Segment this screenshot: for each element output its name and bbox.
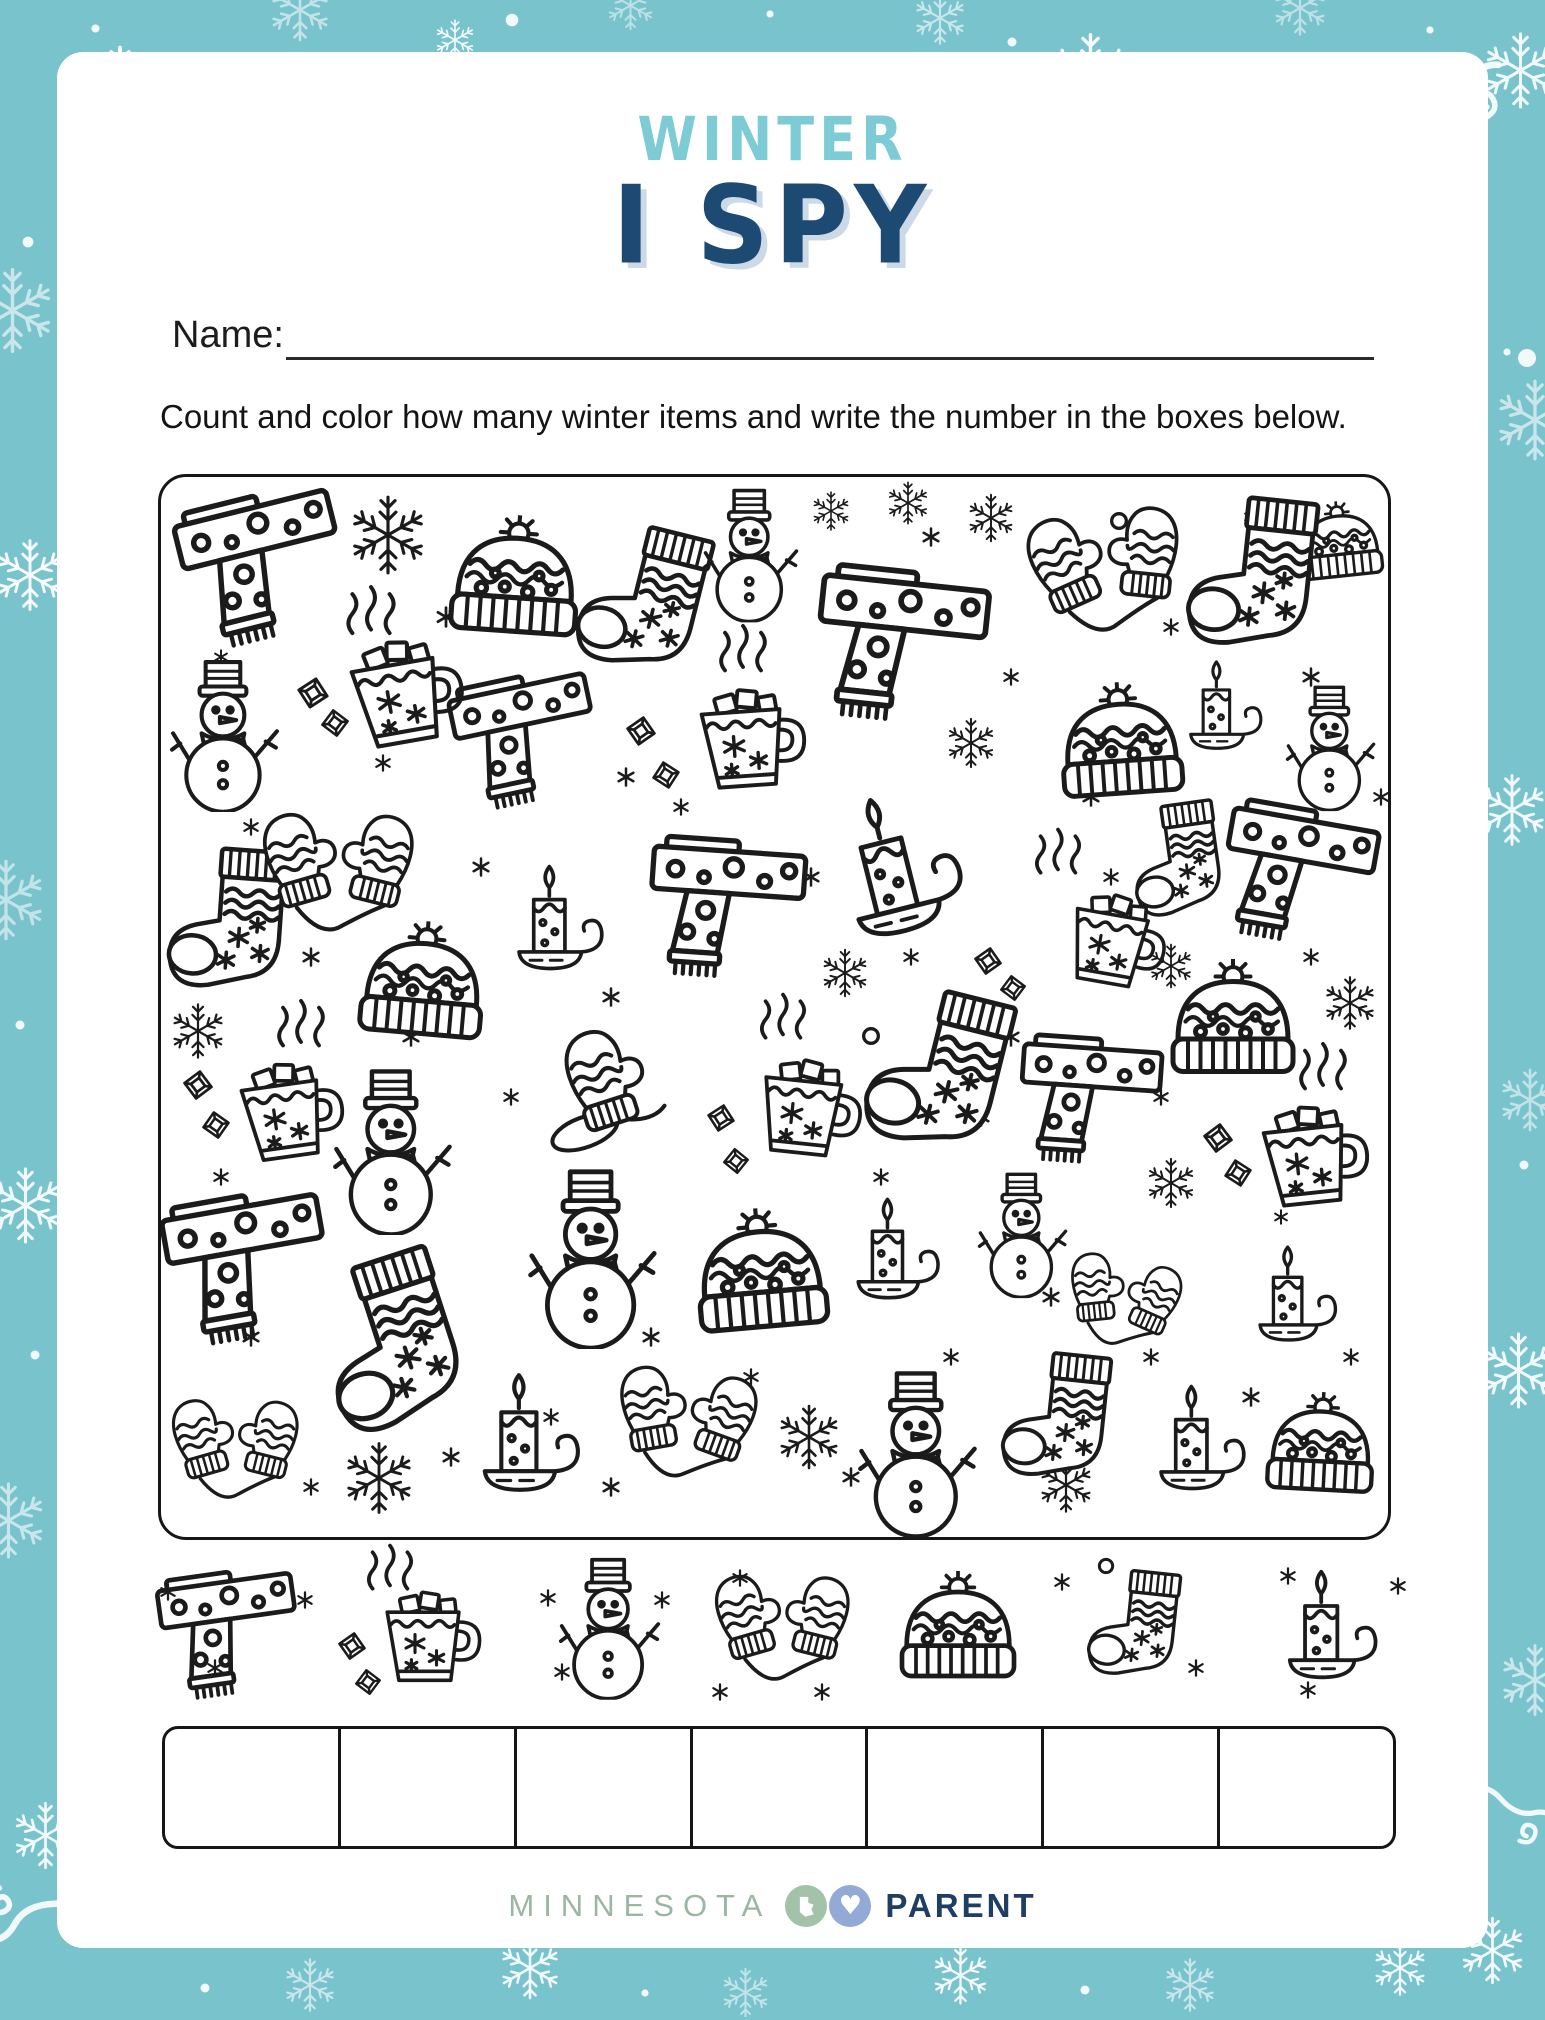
- scarf-doodle-icon: [638, 825, 813, 988]
- snowflake-doodle-icon: [1269, 0, 1331, 39]
- marshmallow-doodle-icon: [971, 944, 1006, 979]
- snowflake-doodle-icon: [0, 855, 51, 945]
- mittenpair-doodle-icon: [594, 1352, 778, 1495]
- marshmallow-doodle-icon: [335, 1629, 370, 1664]
- answer-cell-4[interactable]: [693, 1729, 869, 1846]
- candle-doodle-icon: [460, 1370, 586, 1506]
- dot-doodle-icon: [200, 1983, 210, 1993]
- miniflake-doodle-icon: [672, 798, 690, 816]
- snowman-doodle-icon: [558, 1556, 662, 1700]
- marshmallow-doodle-icon: [1200, 1120, 1236, 1156]
- sock-doodle-icon: [988, 1343, 1133, 1492]
- snowflake-doodle-icon: [1160, 1955, 1220, 2015]
- hat-doodle-icon: [1158, 959, 1308, 1087]
- mug-doodle-icon: [1049, 883, 1177, 1004]
- steam-doodle-icon: [713, 619, 773, 688]
- sock-doodle-icon: [1076, 1563, 1199, 1689]
- miniflake-doodle-icon: [553, 1663, 571, 1681]
- dot-doodle-icon: [1503, 348, 1511, 356]
- candle-doodle-icon: [1172, 658, 1267, 761]
- snowflake-doodle-icon: [773, 1401, 845, 1473]
- snowflake-doodle-icon: [167, 1000, 229, 1062]
- miniflake-doodle-icon: [1279, 1567, 1297, 1585]
- dot-doodle-icon: [1519, 1160, 1529, 1170]
- miniflake-doodle-icon: [1299, 1681, 1317, 1699]
- snowflake-doodle-icon: [0, 1478, 51, 1563]
- snowman-doodle-icon: [1285, 684, 1377, 811]
- answer-cell-1[interactable]: [165, 1729, 341, 1846]
- miniflake-doodle-icon: [471, 857, 491, 877]
- dot-doodle-icon: [1007, 37, 1017, 47]
- miniflake-doodle-icon: [921, 527, 941, 547]
- minnesota-parent-logo: [0, 1882, 1545, 1930]
- hat-doodle-icon: [676, 1201, 845, 1349]
- miniflake-doodle-icon: [711, 1683, 729, 1701]
- snowman-doodle-icon: [702, 487, 800, 622]
- snowflake-doodle-icon: [884, 479, 932, 527]
- dot-doodle-icon: [1426, 26, 1434, 34]
- candle-doodle-icon: [1240, 1243, 1342, 1353]
- marshmallow-doodle-icon: [180, 1067, 216, 1103]
- miniflake-doodle-icon: [1389, 1577, 1407, 1595]
- miniflake-doodle-icon: [1053, 1573, 1071, 1591]
- miniflake-doodle-icon: [942, 1348, 960, 1366]
- steam-doodle-icon: [754, 988, 812, 1054]
- logo-word-parent: PARENT: [885, 1887, 1036, 1925]
- mittenstring-doodle-icon: [512, 1011, 695, 1158]
- answer-cell-5[interactable]: [868, 1729, 1044, 1846]
- candle-doodle-icon: [1267, 1567, 1383, 1693]
- candle-doodle-icon: [837, 1195, 945, 1312]
- title-winter: WINTER: [0, 104, 1545, 175]
- heart-icon: ♥: [829, 1885, 871, 1927]
- miniflake-doodle-icon: [902, 948, 920, 966]
- miniflake-doodle-icon: [296, 1591, 314, 1609]
- dot-doodle-icon: [505, 13, 519, 27]
- miniflake-doodle-icon: [872, 1168, 890, 1186]
- miniflake-doodle-icon: [159, 1583, 177, 1601]
- snowflake-doodle-icon: [809, 489, 853, 533]
- snowflake-doodle-icon: [280, 1955, 340, 2015]
- dot-doodle-icon: [91, 24, 100, 33]
- mittenpair-doodle-icon: [1045, 1239, 1201, 1364]
- snowflake-doodle-icon: [603, 0, 658, 33]
- miniflake-doodle-icon: [1102, 868, 1120, 886]
- name-input-line[interactable]: [286, 312, 1374, 360]
- answer-boxes-row: [162, 1726, 1396, 1849]
- snowman-doodle-icon: [527, 1167, 659, 1349]
- mug-doodle-icon: [742, 1050, 871, 1170]
- mittenpair-doodle-icon: [1002, 487, 1209, 651]
- answer-cell-3[interactable]: [517, 1729, 693, 1846]
- marshmallow-doodle-icon: [293, 673, 333, 713]
- mug-doodle-icon: [372, 1588, 484, 1691]
- miniflake-doodle-icon: [616, 767, 636, 787]
- miniflake-doodle-icon: [1342, 1348, 1360, 1366]
- mittenpair-doodle-icon: [158, 1390, 314, 1505]
- answer-cell-6[interactable]: [1044, 1729, 1220, 1846]
- miniflake-doodle-icon: [601, 1477, 621, 1497]
- mittenpair-doodle-icon: [244, 802, 432, 939]
- snowman-doodle-icon: [169, 658, 281, 813]
- dot-doodle-icon: [766, 10, 774, 18]
- name-label: Name:: [172, 314, 284, 357]
- miniflake-doodle-icon: [212, 1168, 230, 1186]
- mittenpair-doodle-icon: [698, 1565, 866, 1688]
- minnesota-state-icon: [785, 1885, 827, 1927]
- marshmallow-doodle-icon: [622, 712, 659, 749]
- mug-doodle-icon: [1244, 1096, 1377, 1220]
- marshmallow-doodle-icon: [648, 757, 684, 793]
- candle-doodle-icon: [1139, 1382, 1251, 1503]
- snowflake-doodle-icon: [1490, 375, 1545, 465]
- miniflake-doodle-icon: [206, 1659, 224, 1677]
- marshmallow-doodle-icon: [703, 1100, 739, 1136]
- miniflake-doodle-icon: [539, 1589, 557, 1607]
- mug-doodle-icon: [330, 626, 477, 764]
- snowflake-doodle-icon: [910, 0, 970, 48]
- answer-cell-2[interactable]: [341, 1729, 517, 1846]
- hat-doodle-icon: [888, 1571, 1028, 1690]
- snowflake-doodle-icon: [718, 1965, 773, 2020]
- answer-cell-7[interactable]: [1220, 1729, 1393, 1846]
- snowflake-doodle-icon: [1320, 973, 1380, 1033]
- instruction-text: Count and color how many winter items and write the number in the boxes below.: [160, 398, 1347, 436]
- miniflake-doodle-icon: [441, 1447, 461, 1467]
- miniflake-doodle-icon: [653, 1591, 671, 1609]
- snowflake-doodle-icon: [1495, 1640, 1545, 1720]
- hat-doodle-icon: [1253, 1388, 1389, 1505]
- candle-doodle-icon: [802, 775, 984, 966]
- snowflake-doodle-icon: [344, 491, 432, 579]
- dot-doodle-icon: [30, 1350, 40, 1360]
- miniflake-doodle-icon: [1002, 668, 1020, 686]
- mug-doodle-icon: [683, 681, 813, 801]
- scarf-doodle-icon: [148, 1553, 311, 1706]
- steam-doodle-icon: [1029, 823, 1087, 889]
- scarf-doodle-icon: [162, 474, 365, 659]
- logo-word-minnesota: MINNESOTA: [508, 1888, 771, 1924]
- miniflake-doodle-icon: [601, 987, 621, 1007]
- snowman-doodle-icon: [857, 1369, 979, 1538]
- miniflake-doodle-icon: [731, 1569, 749, 1587]
- dot-doodle-icon: [15, 1020, 25, 1030]
- dot-doodle-icon: [641, 1989, 649, 1997]
- dot-doodle-icon: [1080, 1985, 1090, 1995]
- snowflake-doodle-icon: [265, 0, 335, 45]
- snowflake-doodle-icon: [928, 1943, 993, 2008]
- scarf-doodle-icon: [803, 551, 999, 735]
- miniflake-doodle-icon: [1187, 1659, 1205, 1677]
- candle-doodle-icon: [497, 862, 609, 983]
- mug-doodle-icon: [222, 1051, 354, 1175]
- miniflake-doodle-icon: [813, 1683, 831, 1701]
- title-ispy: I SPY: [0, 162, 1545, 288]
- dot-doodle-icon: [1517, 348, 1537, 368]
- steam-doodle-icon: [271, 994, 331, 1063]
- snowflake-doodle-icon: [1495, 1065, 1545, 1135]
- puzzle-scene-box: [158, 474, 1391, 1540]
